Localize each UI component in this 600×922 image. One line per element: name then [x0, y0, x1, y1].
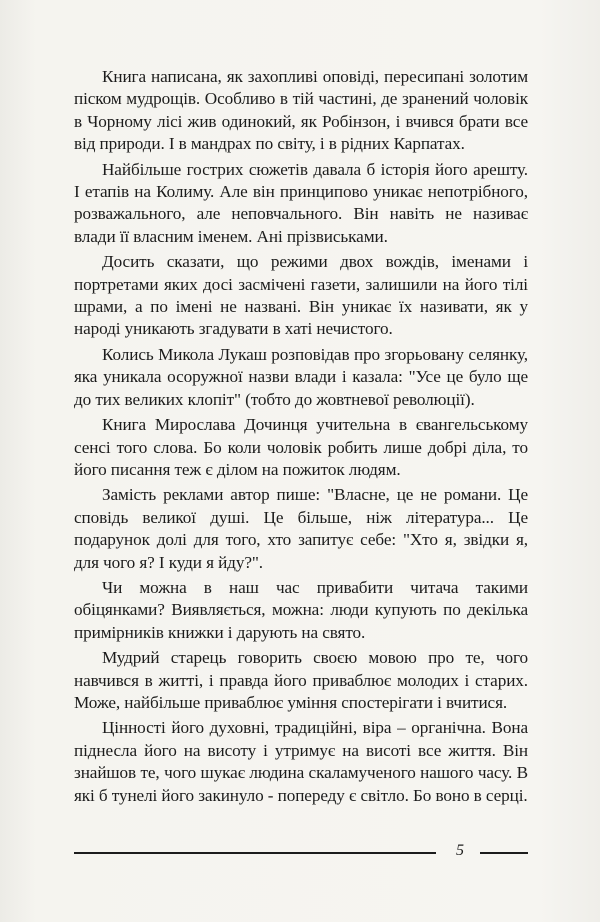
paragraph-5: Книга Мирослава Дочинця учительна в євангельському сенсі того слова. Бо коли чоловік робить лише добрі діла, то його писання теж є ділом на пожиток людям.	[74, 415, 528, 479]
footer-rule-right	[480, 852, 528, 854]
body-text	[74, 66, 528, 810]
paragraph-1: Книга написана, як захопливі оповіді, пересипані золотим піском мудрощів. Особливо в тій частині, де зранений чоловік в Чорному лісі жив одинокий, як Робінзон, і вчився брати все від природи. І в мандрах по світу, і в рідних Карпатах.	[74, 67, 528, 154]
paragraph-7: Чи можна в наш час привабити читача такими обіцянками? Виявляється, можна: люди купують по декілька примірників книжки і дарують на свято.	[74, 577, 528, 642]
paragraph-3: Досить сказати, що режими двох вождів, іменами і портретами яких досі засмічені газети, залишили на його тілі шрами, а по імені не названі. Він уникає їх називати, як у народі уникають згадувати в хаті нечистого.	[74, 252, 528, 339]
paragraph-2: Найбільше гострих сюжетів давала б історія його арешту. І етапів на Колиму. Але він принципово уникає непотрібного, розважального, але неповчального. Він навіть не називає влади її власним іменем. Ані прізвиськами.	[74, 159, 528, 246]
paragraph-4: Колись Микола Лукаш розповідав про згорьовану селянку, яка уникала осоружної назви влади і казала: "Усе це було ще до тих великих клопіт" (тобто до жовтневої революції).	[74, 344, 528, 409]
page-number: 5	[456, 842, 464, 859]
paragraph-6: Замість реклами автор пише: "Власне, це не романи. Це сповідь великої душі. Це більше, ніж література... Це подарунок долі для того, хто запитує себе: "Хто я, звідки я, для чого я? І куди я йду?".	[74, 485, 528, 572]
footer-rule-left	[74, 852, 436, 854]
paragraph-9: Цінності його духовні, традиційні, віра – органічна. Вона піднесла його на висоту і утримує на висоті все життя. Він знайшов те, чого шукає людина скаламученого нашого часу. В які б тунелі його закинуло - попереду є світло. Бо воно в серці.	[74, 718, 528, 805]
paragraph-8: Мудрий старець говорить своєю мовою про те, чого навчився в житті, і правда його приваблює молодих і старих. Може, найбільше приваблює уміння спостерігати і вчитися.	[74, 648, 528, 712]
